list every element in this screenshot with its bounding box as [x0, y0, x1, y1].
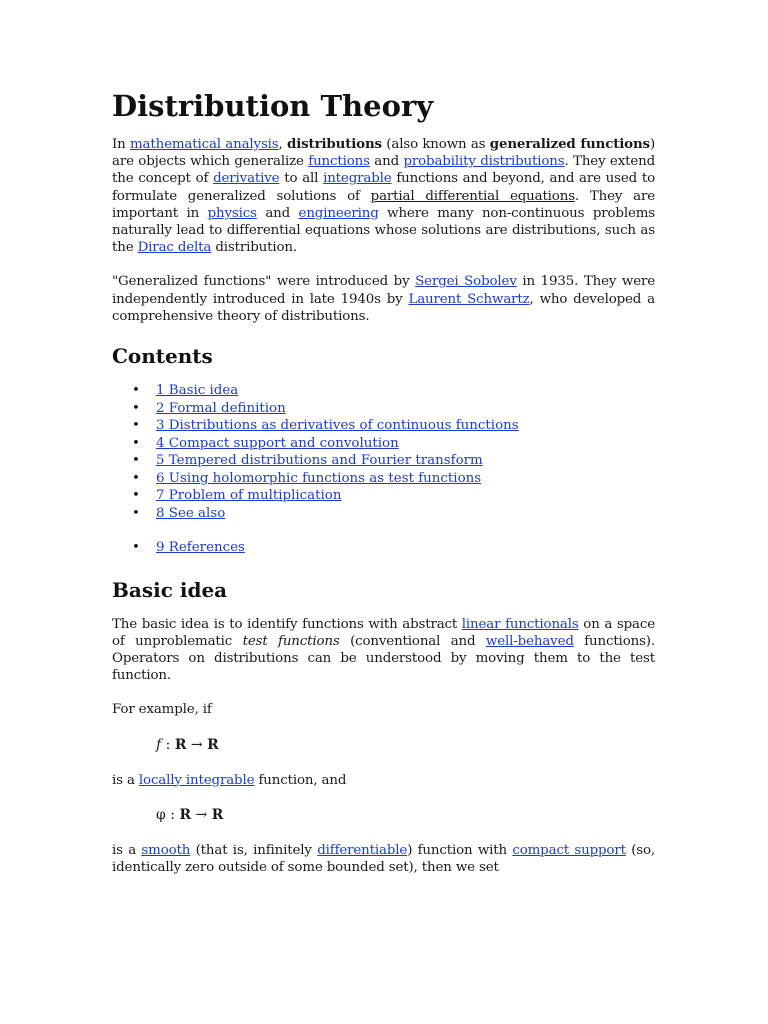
math-symbol: R [207, 736, 219, 753]
text: (so, identically zero outside of some bounded set), then we set [112, 842, 656, 875]
math-symbol: R [211, 806, 224, 823]
link-integrable[interactable]: integrable [323, 171, 392, 187]
link-compact-support[interactable]: compact support [512, 842, 626, 858]
toc-link-distributions-derivatives[interactable]: 3 Distributions as derivatives of continuous functions [156, 418, 519, 434]
text: and [369, 154, 404, 170]
smooth-paragraph [112, 842, 655, 876]
list-item [112, 470, 655, 488]
text: on a space of unproblematic [112, 616, 655, 649]
text: . They are important in [112, 188, 656, 221]
toc-link-see-also[interactable]: 8 See also [156, 505, 226, 521]
list-item [112, 505, 655, 523]
text: (also known as [381, 137, 490, 152]
text: where many non-continuous problems naturally lead to differential equations whose solutions are distributions, such as the [112, 205, 655, 256]
math-symbol: f [156, 736, 162, 753]
arrow-icon: → [186, 736, 208, 753]
equation-f [156, 736, 655, 754]
list-item [112, 417, 655, 435]
text: (conventional and [339, 633, 486, 649]
toc-link-formal-definition[interactable]: 2 Formal definition [156, 400, 286, 416]
arrow-icon: → [191, 806, 212, 823]
math-symbol: R [174, 736, 187, 753]
term-distributions: distributions [287, 136, 382, 152]
list-item [112, 487, 655, 505]
text: to all [279, 171, 324, 187]
term-generalized-functions: generalized functions [489, 136, 650, 152]
text: , who developed a comprehensive theory of distributions. [112, 291, 655, 324]
toc-link-compact-support[interactable]: 4 Compact support and convolution [156, 435, 399, 451]
history-paragraph [112, 273, 655, 325]
basic-idea-paragraph [112, 616, 655, 685]
text: in 1935. They were independently introduced in late 1940s by [112, 274, 655, 307]
link-smooth[interactable]: smooth [141, 842, 191, 858]
example-paragraph: For example, if [112, 702, 212, 718]
text: and [256, 205, 299, 221]
toc-link-references[interactable]: 9 References [156, 540, 245, 556]
intro-paragraph [112, 136, 655, 256]
table-of-contents [112, 382, 655, 557]
link-partial-differential-equations[interactable]: partial differential equations [370, 188, 575, 204]
link-laurent-schwartz[interactable]: Laurent Schwartz [408, 291, 530, 307]
term-test-functions: test functions [242, 633, 340, 649]
link-functions[interactable]: functions [308, 154, 370, 170]
text: distribution. [211, 240, 298, 256]
list-item [112, 382, 655, 400]
text: (that is, infinitely [190, 842, 318, 858]
text: In [112, 137, 130, 152]
toc-link-holomorphic-test-functions[interactable]: 6 Using holomorphic functions as test functions [156, 470, 482, 486]
list-item [112, 452, 655, 470]
link-derivative[interactable]: derivative [213, 171, 280, 187]
toc-link-tempered-distributions[interactable]: 5 Tempered distributions and Fourier transform [156, 453, 483, 469]
text: functions). Operators on distributions can be understood by moving them to the test function. [112, 633, 655, 684]
page-title: Distribution Theory [112, 89, 434, 123]
contents-heading: Contents [112, 344, 213, 369]
link-physics[interactable]: physics [207, 205, 257, 221]
link-probability-distributions[interactable]: probability distributions [403, 154, 565, 170]
text: The basic idea is to identify functions with abstract [112, 616, 462, 632]
text: is a [112, 772, 139, 788]
list-item [112, 435, 655, 453]
text: function, and [254, 772, 347, 788]
text: functions and beyond, and are used to formulate generalized solutions of [112, 171, 656, 204]
link-differentiable[interactable]: differentiable [317, 842, 408, 858]
text: . They extend the concept of [112, 154, 656, 187]
link-well-behaved[interactable]: well-behaved [485, 633, 574, 649]
math-symbol: R [179, 806, 192, 823]
link-sergei-sobolev[interactable]: Sergei Sobolev [415, 274, 517, 290]
link-linear-functionals[interactable]: linear functionals [461, 616, 579, 632]
list-item [112, 400, 655, 418]
toc-link-problem-of-multiplication[interactable]: 7 Problem of multiplication [156, 488, 342, 504]
math-symbol: φ [156, 806, 166, 823]
basic-idea-heading: Basic idea [112, 577, 228, 602]
link-mathematical-analysis[interactable]: mathematical analysis [129, 137, 279, 152]
text: ) function with [407, 842, 513, 858]
article-body [112, 86, 655, 893]
math-symbol: : [161, 736, 175, 753]
text: "Generalized functions" were introduced by [112, 274, 416, 290]
text: ) are objects which generalize [112, 137, 656, 170]
locally-integrable-paragraph [112, 772, 655, 789]
math-symbol: : [165, 806, 180, 823]
link-engineering[interactable]: engineering [298, 205, 379, 221]
toc-link-basic-idea[interactable]: 1 Basic idea [156, 383, 239, 399]
link-locally-integrable[interactable]: locally integrable [138, 772, 255, 788]
text: , [278, 137, 287, 152]
equation-phi [156, 806, 655, 824]
link-dirac-delta[interactable]: Dirac delta [137, 240, 212, 256]
text: is a [112, 842, 142, 858]
list-item [112, 539, 655, 557]
